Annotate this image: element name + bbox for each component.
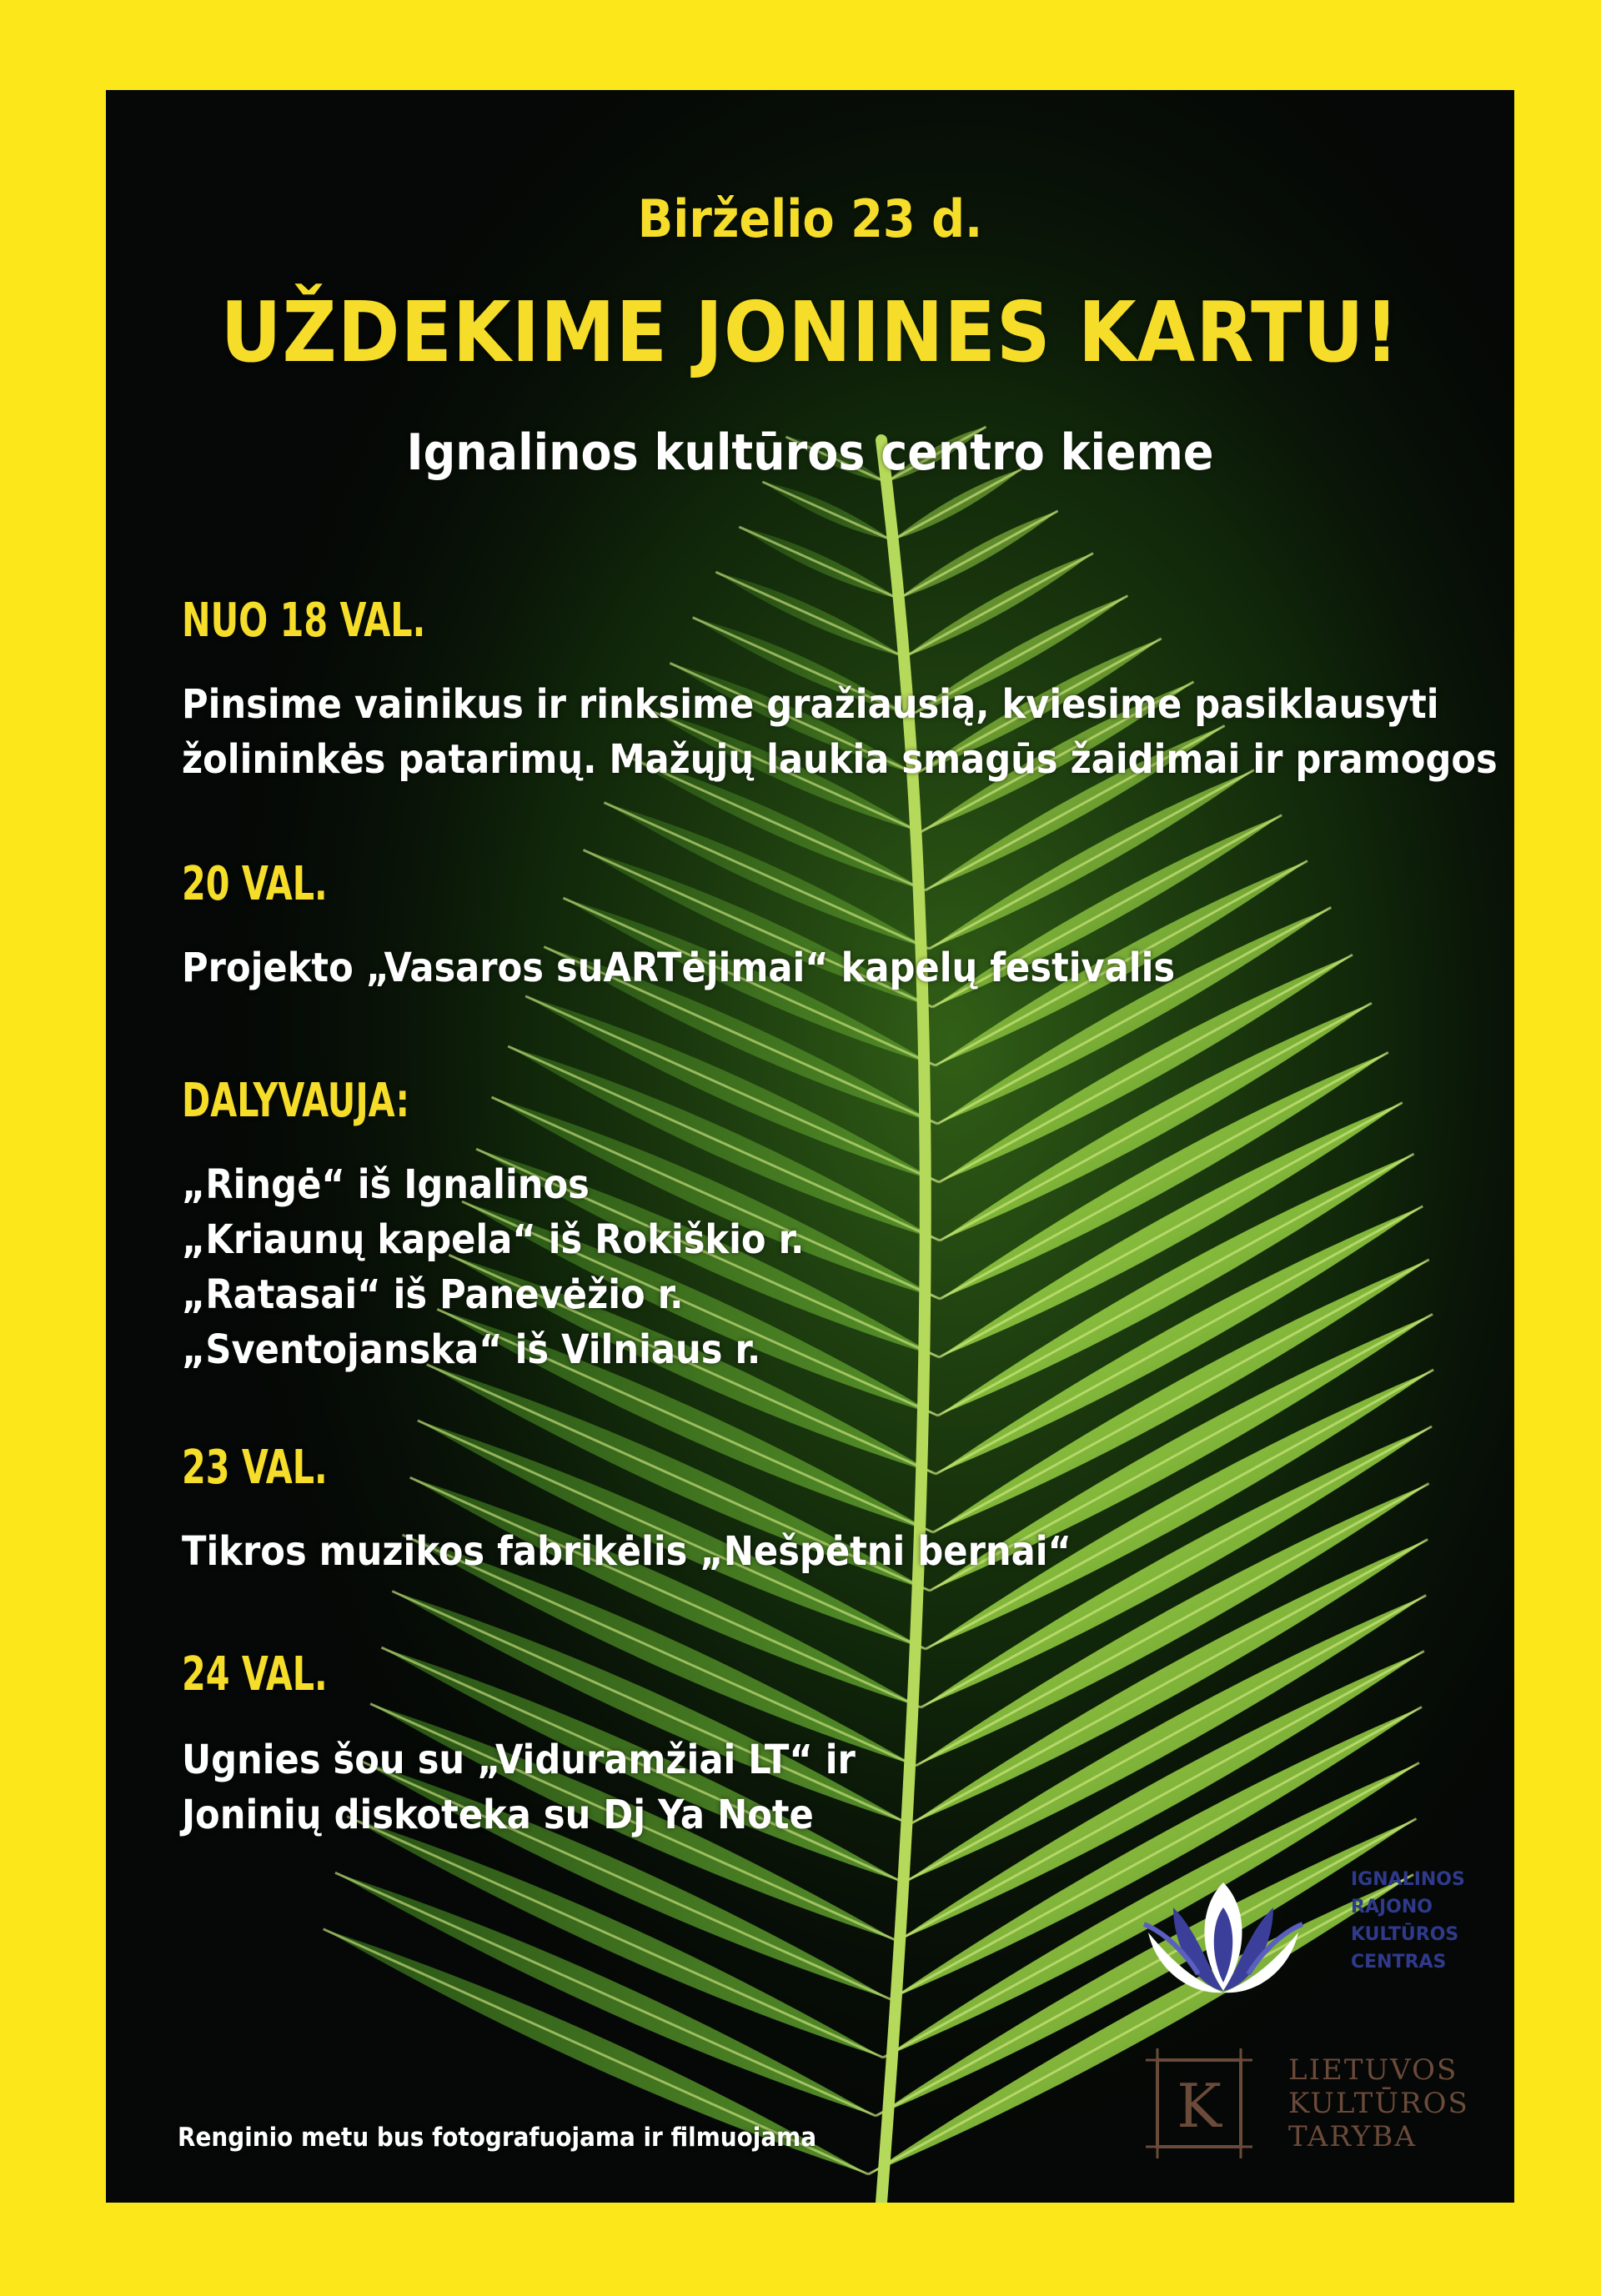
ignalina-logo-text — [1351, 1866, 1465, 1976]
footer-note: Renginio metu bus fotografuojama ir filmuojama — [178, 2123, 817, 2153]
participant-item: „Kriaunų kapela“ iš Rokiškio r. — [182, 1216, 805, 1263]
lkt-logo-line: KULTŪROS — [1288, 2087, 1469, 2120]
ignalina-logo-line: IGNALINOS — [1351, 1869, 1465, 1890]
lkt-logo-line: TARYBA — [1288, 2120, 1417, 2153]
schedule-time-18: NUO 18 VAL. — [182, 594, 426, 648]
event-venue: Ignalinos kultūros centro kieme — [406, 424, 1214, 482]
participant-item: „Ratasai“ iš Panevėžio r. — [182, 1271, 684, 1318]
ignalina-logo-line: CENTRAS — [1351, 1952, 1447, 1973]
schedule-text-24-line-1: Ugnies šou su „Viduramžiai LT“ ir — [182, 1737, 856, 1783]
lkt-logo-text — [1288, 2053, 1469, 2153]
schedule-text-24-line-2: Joninių diskoteka su Dj Ya Note — [182, 1792, 814, 1838]
lkt-k-icon — [1142, 2045, 1256, 2162]
lotus-icon — [1140, 1874, 1307, 1999]
lkt-letter: K — [1177, 2071, 1222, 2141]
participant-item: „Ringė“ iš Ignalinos — [182, 1161, 590, 1208]
ignalina-logo-line: KULTŪROS — [1351, 1924, 1459, 1945]
schedule-time-24: 24 VAL. — [182, 1647, 328, 1702]
schedule-text-20-line-1: Projekto „Vasaros suARTėjimai“ kapelų festivalis — [182, 945, 1176, 991]
schedule-time-20: 20 VAL. — [182, 857, 328, 911]
participants-heading: DALYVAUJA: — [182, 1074, 410, 1128]
schedule-text-18-line-2: žolininkės patarimų. Mažųjų laukia smagūs žaidimai ir pramogos — [182, 736, 1498, 783]
event-date: Birželio 23 d. — [637, 188, 983, 249]
event-title: UŽDEKIME JONINES KARTU! — [220, 283, 1400, 381]
lkt-logo-line: LIETUVOS — [1288, 2053, 1458, 2087]
schedule-time-23: 23 VAL. — [182, 1441, 328, 1495]
participant-item: „Sventojanska“ iš Vilniaus r. — [182, 1326, 761, 1373]
ignalina-logo-line: RAJONO — [1351, 1897, 1433, 1918]
schedule-text-23-line-1: Tikros muzikos fabrikėlis „Nešpėtni bernai“ — [182, 1528, 1072, 1575]
schedule-text-18-line-1: Pinsime vainikus ir rinksime gražiausią, kviesime pasiklausyti — [182, 681, 1439, 728]
poster — [106, 90, 1514, 2203]
